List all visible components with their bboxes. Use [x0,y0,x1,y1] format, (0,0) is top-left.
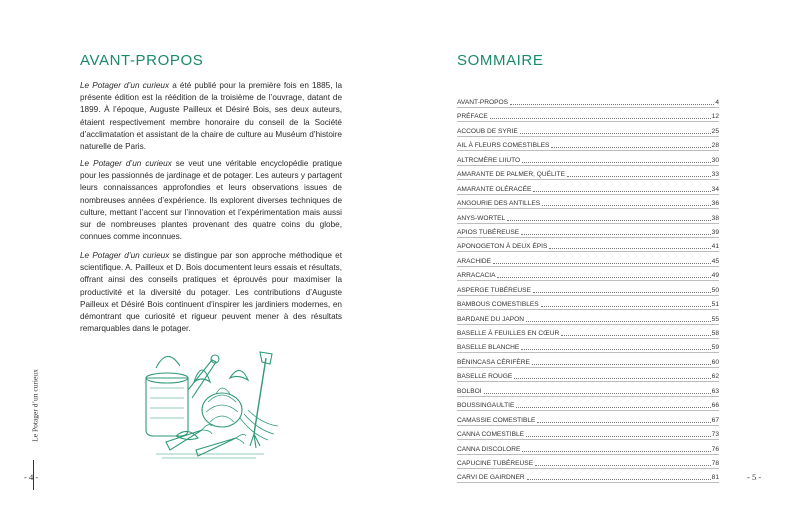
toc-entry-label: AIL À FLEURS COMESTIBLES [457,142,550,150]
toc-entry-page: 30 [711,156,719,164]
toc-entry-page: 33 [711,171,719,179]
toc-entry-page: 60 [711,358,719,366]
toc-entry[interactable] [457,386,719,397]
toc-entry-page: 67 [711,416,719,424]
foreword-paragraph [80,80,342,153]
toc-entry[interactable] [457,184,719,195]
toc-entry[interactable] [457,342,719,353]
toc-entry-label: BOLBOI [457,387,482,395]
toc-entry[interactable] [457,444,719,455]
toc-entry-label: ANGOURIE DES ANTILLES [457,200,541,208]
toc-entry-page: 4 [715,99,719,106]
toc-entry-page: 28 [711,142,719,150]
toc-entry-page: 51 [711,301,719,309]
toc-entry[interactable] [457,415,719,426]
toc-entry[interactable] [457,256,719,267]
garden-vegetables-illustration [136,338,284,462]
toc-entry[interactable] [457,241,719,252]
toc-entry[interactable] [457,97,719,108]
toc-entry-page: 73 [711,431,719,439]
toc-entry-label: ALTRCMÈRE LIIUTO [457,156,521,164]
toc-leader-dots [567,175,711,177]
toc-entry[interactable] [457,458,719,469]
toc-leader-dots [493,262,711,264]
toc-entry[interactable] [457,328,719,339]
toc-entry[interactable] [457,270,719,281]
toc-leader-dots [522,450,710,452]
toc-entry-label: ARACHIDE [457,257,492,265]
toc-entry-label: AVANT-PROPOS [457,99,509,106]
toc-entry-label: BAMBOUS COMESTIBLES [457,301,539,309]
toc-entry-label: CANNA DISCOLORE [457,445,521,453]
paragraph-text: se distingue par son approche méthodique et scientifique. A. Pailleux et D. Bois documentent leurs essais et résultats, offrant ainsi des conseils pratiques et éprouvés pour maximiser la productivité et la diversité du potager. Les contributions d’Auguste Pailleux et Désiré Bois continuent d’inspirer les jardiniers modernes, en démontrant que curiosité et rigueur peuvent mener à des résultats remarquables dans le potager. [80,251,342,334]
toc-entry-label: BÉNINCASA CÉRIFÈRE [457,358,530,366]
toc-entry[interactable] [457,371,719,382]
toc-entry[interactable] [457,227,719,238]
toc-entry-label: CAMASSIE COMESTIBLE [457,416,536,424]
table-of-contents [457,97,719,487]
toc-leader-dots [490,117,711,119]
toc-entry-label: ACCOUB DE SYRIE [457,127,518,135]
toc-leader-dots [537,421,710,423]
running-title: Le Potager d’un curieux [30,369,40,442]
toc-entry[interactable] [457,169,719,180]
paragraph-text: a été publié pour la première fois en 1885, la présente édition est la réédition de la troisième de l’ouvrage, datant de 1899. À l’époque, Auguste Pailleux et Désiré Bois, ses deux auteurs, étaient respectivement membre honoraire du conseil de la Société d’acclimatation et assistant de la chaire de culture au Muséum d’histoire naturelle de Paris. [80,81,343,152]
toc-entry-page: 58 [711,330,719,337]
toc-leader-dots [484,392,711,394]
toc-entry-label: BASELLE ROUGE [457,373,513,381]
toc-leader-dots [520,132,711,134]
toc-entry[interactable] [457,285,719,296]
toc-entry-page: 25 [711,127,719,135]
toc-entry-label: CAPUCINE TUBÉREUSE [457,459,534,467]
toc-leader-dots [533,291,711,293]
toc-entry[interactable] [457,400,719,411]
contents-title: SOMMAIRE [457,52,544,69]
toc-entry-page: 55 [711,315,719,323]
book-title-italic: Le Potager d’un curieux [80,81,170,90]
toc-entry-page: 49 [711,272,719,280]
toc-entry-label: AMARANTE OLÉRACÉE [457,185,532,193]
right-page [400,0,800,514]
toc-leader-dots [551,146,710,148]
toc-entry[interactable] [457,429,719,440]
toc-entry-page: 12 [711,113,719,121]
toc-leader-dots [526,435,711,437]
toc-entry-label: ANYS-WORTEL [457,214,506,222]
foreword-paragraph [80,158,342,243]
toc-entry-label: APIOS TUBÉREUSE [457,228,520,236]
toc-entry-page: 62 [711,373,719,381]
toc-entry[interactable] [457,198,719,209]
toc-entry[interactable] [457,111,719,122]
foreword-title: AVANT-PROPOS [80,52,204,69]
toc-leader-dots [521,233,710,235]
toc-entry-page: 78 [711,459,719,467]
toc-entry-label: CANNA COMESTIBLE [457,431,525,439]
toc-entry-label: AMARANTE DE PALMER, QUÉLITE [457,171,565,179]
toc-entry-page: 66 [711,402,719,410]
toc-leader-dots [507,219,710,221]
toc-entry[interactable] [457,213,719,224]
toc-entry-label: BARDANE DU JAPON [457,315,525,323]
toc-entry-label: BASELLE À FEUILLES EN CŒUR [457,330,560,337]
page-number-left: - 4 - [24,472,39,482]
toc-entry[interactable] [457,126,719,137]
toc-entry-page: 39 [711,228,719,236]
toc-entry-page: 76 [711,445,719,453]
toc-entry-label: APONOGETON À DEUX ÉPIS [457,243,548,251]
toc-entry-page: 59 [711,344,719,352]
toc-leader-dots [510,103,714,105]
toc-leader-dots [522,161,711,163]
toc-entry-page: 36 [711,200,719,208]
book-title-italic: Le Potager d’un curieux [80,159,172,168]
toc-entry-label: ARRACACIA [457,272,496,280]
toc-entry[interactable] [457,357,719,368]
toc-entry-page: 34 [711,185,719,193]
toc-entry[interactable] [457,299,719,310]
running-header [28,365,40,465]
toc-leader-dots [516,406,710,408]
book-title-italic: Le Potager d’un curieux [80,251,170,260]
toc-entry[interactable] [457,314,719,325]
toc-entry[interactable] [457,472,719,483]
toc-entry-label: ASPERGE TUBÉREUSE [457,286,531,294]
toc-entry-page: 63 [711,387,719,395]
toc-leader-dots [542,204,710,206]
toc-entry[interactable] [457,155,719,166]
toc-entry-page: 50 [711,286,719,294]
toc-leader-dots [527,478,711,480]
toc-entry-label: CARVI DE GAIRDNER [457,474,525,482]
foreword-paragraph [80,250,342,335]
toc-entry[interactable] [457,140,719,151]
toc-leader-dots [521,348,710,350]
toc-leader-dots [514,377,710,379]
toc-leader-dots [535,464,711,466]
toc-entry-page: 45 [711,257,719,265]
toc-entry-label: BASELLE BLANCHE [457,344,520,352]
toc-leader-dots [549,247,710,249]
toc-entry-page: 41 [711,243,719,251]
toc-entry-label: PRÉFACE [457,113,488,121]
paragraph-text: se veut une véritable encyclopédie pratique pour les passionnés de jardinage et de potager. Les auteurs y partagent leurs connaissances approfondies et leurs observations issues de nombreuses années d’expérience. Ils explorent diverses techniques de culture, mettant l’accent sur l’innovation et l’expérimentation mais aussi sur de nombreuses plantes provenant des quatre coins du globe, connues comme inconnues. [80,159,342,242]
toc-entry-label: BOUSSINGAULTIE [457,402,515,410]
toc-entry-page: 81 [711,474,719,482]
toc-leader-dots [561,334,710,336]
toc-leader-dots [533,190,710,192]
page-number-right: - 5 - [747,472,762,482]
toc-entry-page: 38 [711,214,719,222]
toc-leader-dots [532,363,711,365]
toc-leader-dots [526,320,711,322]
toc-leader-dots [541,305,711,307]
toc-leader-dots [497,276,710,278]
